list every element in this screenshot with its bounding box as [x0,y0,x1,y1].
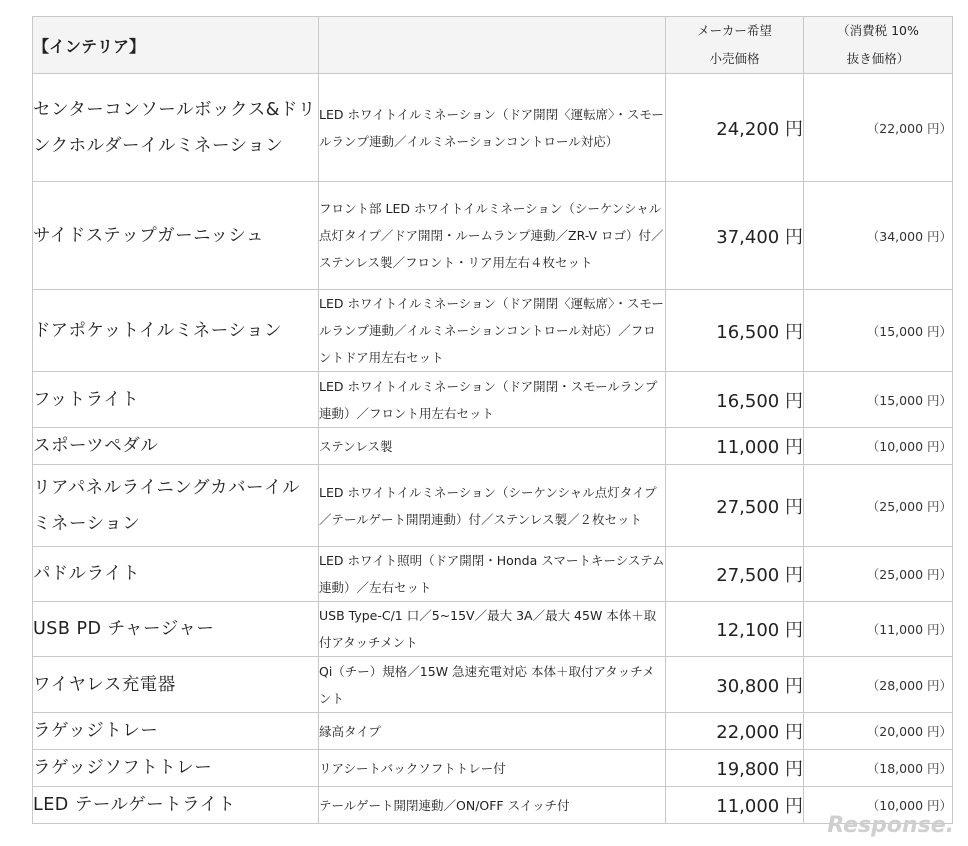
item-description: テールゲート開閉連動／ON/OFF スイッチ付 [319,787,666,824]
item-price-excl-tax: （28,000 円） [804,657,953,713]
item-name: スポーツペダル [33,428,319,465]
table-row [33,428,953,465]
item-description: USB Type-C/1 口／5~15V／最大 3A／最大 45W 本体＋取付アタッチメント [319,602,666,657]
table-row [33,787,953,824]
item-price: 12,100 円 [666,602,804,657]
item-name: ラゲッジソフトトレー [33,750,319,787]
price-table [32,16,953,824]
item-price: 22,000 円 [666,713,804,750]
item-price-excl-tax: （22,000 円） [804,74,953,182]
table-row [33,547,953,602]
table-row [33,290,953,372]
item-name: パドルライト [33,547,319,602]
item-price-excl-tax: （18,000 円） [804,750,953,787]
item-name: USB PD チャージャー [33,602,319,657]
header-tax-excluded-line2: 抜き価格） [846,51,910,66]
header-tax-excluded [804,17,953,74]
item-price: 16,500 円 [666,372,804,428]
table-row [33,74,953,182]
item-price: 16,500 円 [666,290,804,372]
item-price: 19,800 円 [666,750,804,787]
item-description: LED ホワイトイルミネーション（シーケンシャル点灯タイプ／テールゲート開閉連動）付／ステンレス製／２枚セット [319,465,666,547]
item-price-excl-tax: （10,000 円） [804,787,953,824]
header-retail-price-line1: メーカー希望 [697,23,772,38]
section-title: 【インテリア】 [33,17,319,74]
table-row [33,750,953,787]
item-price: 30,800 円 [666,657,804,713]
item-description: LED ホワイト照明（ドア開閉・Honda スマートキーシステム連動）／左右セット [319,547,666,602]
header-tax-excluded-line1: （消費税 10% [837,23,919,38]
item-name: LED テールゲートライト [33,787,319,824]
table-row [33,602,953,657]
item-price: 37,400 円 [666,182,804,290]
item-price-excl-tax: （20,000 円） [804,713,953,750]
item-description: LED ホワイトイルミネーション（ドア開閉・スモールランプ連動）／フロント用左右セット [319,372,666,428]
item-name: リアパネルライニングカバーイルミネーション [33,465,319,547]
table-row [33,182,953,290]
table-row [33,713,953,750]
item-name: ワイヤレス充電器 [33,657,319,713]
item-name: ラゲッジトレー [33,713,319,750]
item-name: センターコンソールボックス&ドリンクホルダーイルミネーション [33,74,319,182]
item-description: 縁高タイプ [319,713,666,750]
item-name: フットライト [33,372,319,428]
item-name: ドアポケットイルミネーション [33,290,319,372]
response-watermark-logo [827,813,954,838]
item-price: 27,500 円 [666,547,804,602]
item-description: Qi（チー）規格／15W 急速充電対応 本体＋取付アタッチメント [319,657,666,713]
table-row [33,372,953,428]
item-description: ステンレス製 [319,428,666,465]
item-price: 11,000 円 [666,787,804,824]
table-row [33,657,953,713]
item-price: 11,000 円 [666,428,804,465]
item-description: LED ホワイトイルミネーション（ドア開閉〈運転席〉・スモールランプ連動／イルミネーションコントロール対応） [319,74,666,182]
watermark-text: Response. [827,813,954,838]
header-retail-price [666,17,804,74]
item-price-excl-tax: （15,000 円） [804,290,953,372]
item-name: サイドステップガーニッシュ [33,182,319,290]
header-retail-price-line2: 小売価格 [709,51,760,66]
item-price-excl-tax: （11,000 円） [804,602,953,657]
item-price-excl-tax: （15,000 円） [804,372,953,428]
item-price-excl-tax: （25,000 円） [804,547,953,602]
item-description: LED ホワイトイルミネーション（ドア開閉〈運転席〉・スモールランプ連動／イルミネーションコントロール対応）／フロントドア用左右セット [319,290,666,372]
item-price: 24,200 円 [666,74,804,182]
header-description-cell [319,17,666,74]
item-price-excl-tax: （10,000 円） [804,428,953,465]
item-price: 27,500 円 [666,465,804,547]
item-price-excl-tax: （34,000 円） [804,182,953,290]
item-description: リアシートバックソフトトレー付 [319,750,666,787]
item-price-excl-tax: （25,000 円） [804,465,953,547]
table-row [33,465,953,547]
header-row [33,17,953,74]
item-description: フロント部 LED ホワイトイルミネーション（シーケンシャル点灯タイプ／ドア開閉・ルームランプ連動／ZR-V ロゴ）付／ステンレス製／フロント・リア用左右４枚セット [319,182,666,290]
